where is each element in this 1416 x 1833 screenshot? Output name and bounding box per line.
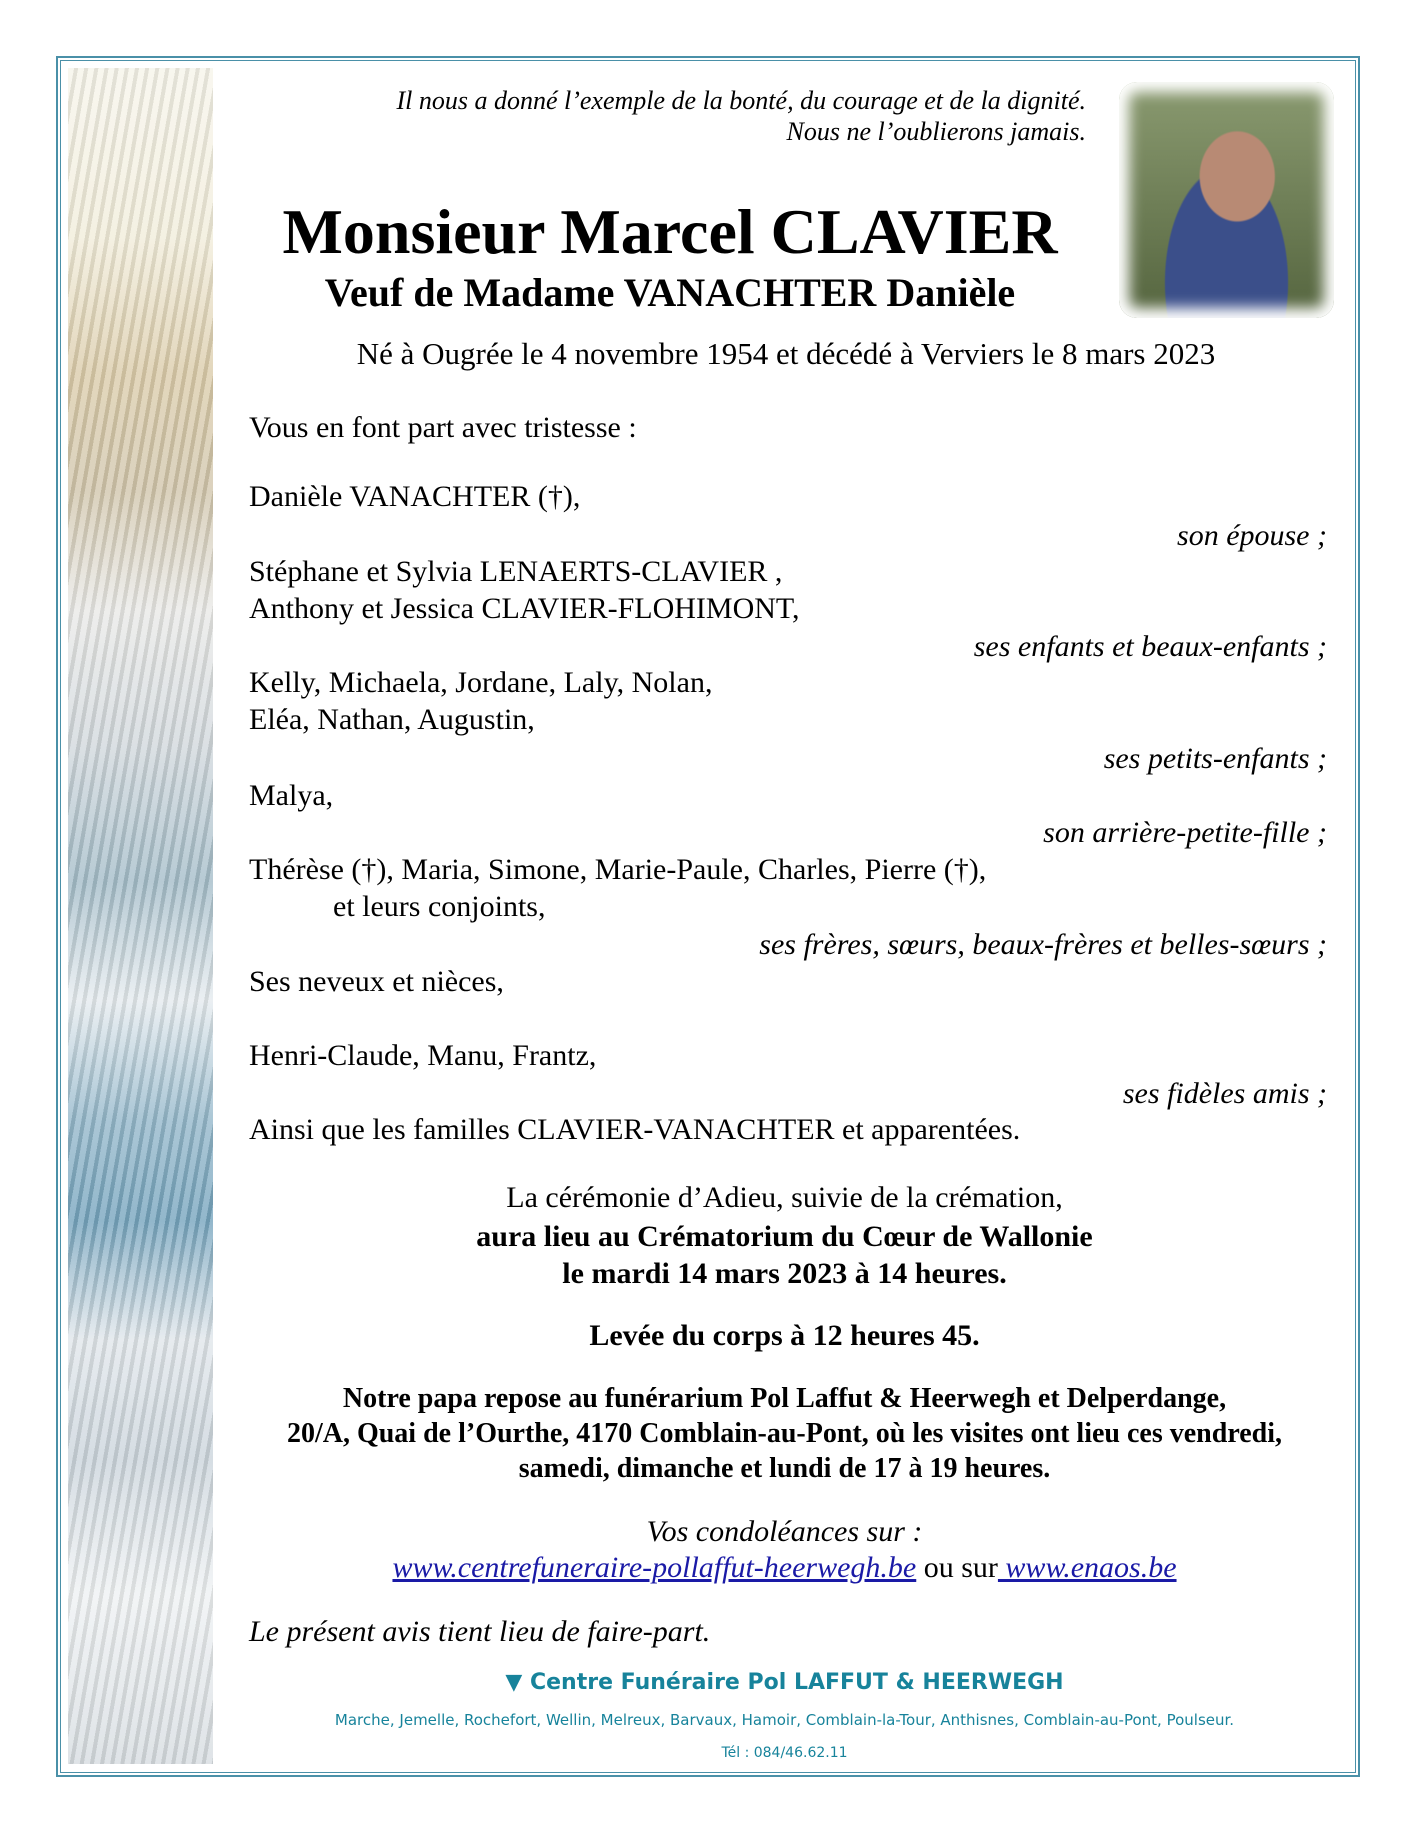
family-names: et leurs conjoints, (333, 890, 546, 923)
ceremony-line: le mardi 14 mars 2023 à 14 heures. (562, 1257, 1007, 1290)
family-names: Stéphane et Sylvia LENAERTS-CLAVIER , (249, 555, 783, 588)
funeral-center-phone: Tél : 084/46.62.11 (721, 1745, 848, 1761)
family-names: Malya, (249, 779, 334, 812)
funerarium-line: 20/A, Quai de l’Ourthe, 4170 Comblain-au-Pont, où les visites ont lieu ces vendredi, (286, 1418, 1283, 1449)
family-relation: ses petits-enfants ; (1103, 742, 1327, 775)
notice: Le présent avis tient lieu de faire-part. (249, 1615, 711, 1648)
family-names: Eléa, Nathan, Augustin, (249, 703, 535, 736)
levee-du-corps: Levée du corps à 12 heures 45. (589, 1319, 980, 1352)
funeral-center-places: Marche, Jemelle, Rochefort, Wellin, Melreux, Barvaux, Hamoir, Comblain-la-Tour, Anthisnes, Comblain-au-Pont, Poulseur. (334, 1711, 1235, 1729)
condolences-label: Vos condoléances sur : (646, 1515, 923, 1548)
family-names: Henri-Claude, Manu, Frantz, (249, 1039, 597, 1072)
snowy-forest-image (68, 68, 213, 1764)
family-relation: ses enfants et beaux-enfants ; (973, 630, 1327, 663)
family-names: Ses neveux et nièces, (249, 965, 504, 998)
funeral-center-name (213, 1672, 1356, 1694)
family-relation: ses frères, sœurs, beaux-frères et belles-sœurs ; (759, 928, 1327, 961)
funerarium-line: Notre papa repose au funérarium Pol Laffut & Heerwegh et Delperdange, (342, 1383, 1227, 1414)
birth-death-dates: Né à Ougrée le 4 novembre 1954 et décédé à Verviers le 8 mars 2023 (356, 336, 1216, 371)
family-names: Ainsi que les familles CLAVIER-VANACHTER et apparentées. (249, 1113, 1021, 1146)
family-names: Danièle VANACHTER (†), (249, 480, 581, 513)
intro: Vous en font part avec tristesse : (249, 411, 637, 444)
family-names: Thérèse (†), Maria, Simone, Marie-Paule, Charles, Pierre (†), (249, 853, 987, 886)
quote-line-1: Il nous a donné l’exemple de la bonté, du courage et de la dignité. (396, 86, 1086, 115)
enaos-link[interactable]: www.enaos.be (997, 1551, 1177, 1584)
widower-line: Veuf de Madame VANACHTER Danièle (324, 270, 1016, 315)
family-relation: ses fidèles amis ; (1122, 1077, 1327, 1110)
or-text: ou sur (916, 1551, 998, 1584)
funerarium-line: samedi, dimanche et lundi de 17 à 19 heures. (518, 1453, 1051, 1484)
ceremony-line: La cérémonie d’Adieu, suivie de la crémation, (506, 1181, 1063, 1214)
ceremony-line: aura lieu au Crématorium du Cœur de Wallonie (476, 1220, 1093, 1253)
funeral-center-link[interactable]: www.centrefuneraire-pollaffut-heerwegh.be (392, 1551, 917, 1584)
deceased-name: Monsieur Marcel CLAVIER (282, 196, 1058, 267)
condolences-links (213, 1553, 1356, 1583)
family-relation: son épouse ; (1177, 519, 1327, 552)
family-relation: son arrière-petite-fille ; (1043, 816, 1327, 849)
quote-line-2: Nous ne l’oublierons jamais. (786, 117, 1086, 146)
funeral-center-label: Centre Funéraire Pol LAFFUT & HEERWEGH (529, 1670, 1064, 1695)
family-names: Anthony et Jessica CLAVIER-FLOHIMONT, (249, 592, 800, 625)
family-names: Kelly, Michaela, Jordane, Laly, Nolan, (249, 666, 713, 699)
portrait-photo (1119, 82, 1334, 318)
triangle-down-icon: ▼ (505, 1670, 530, 1695)
